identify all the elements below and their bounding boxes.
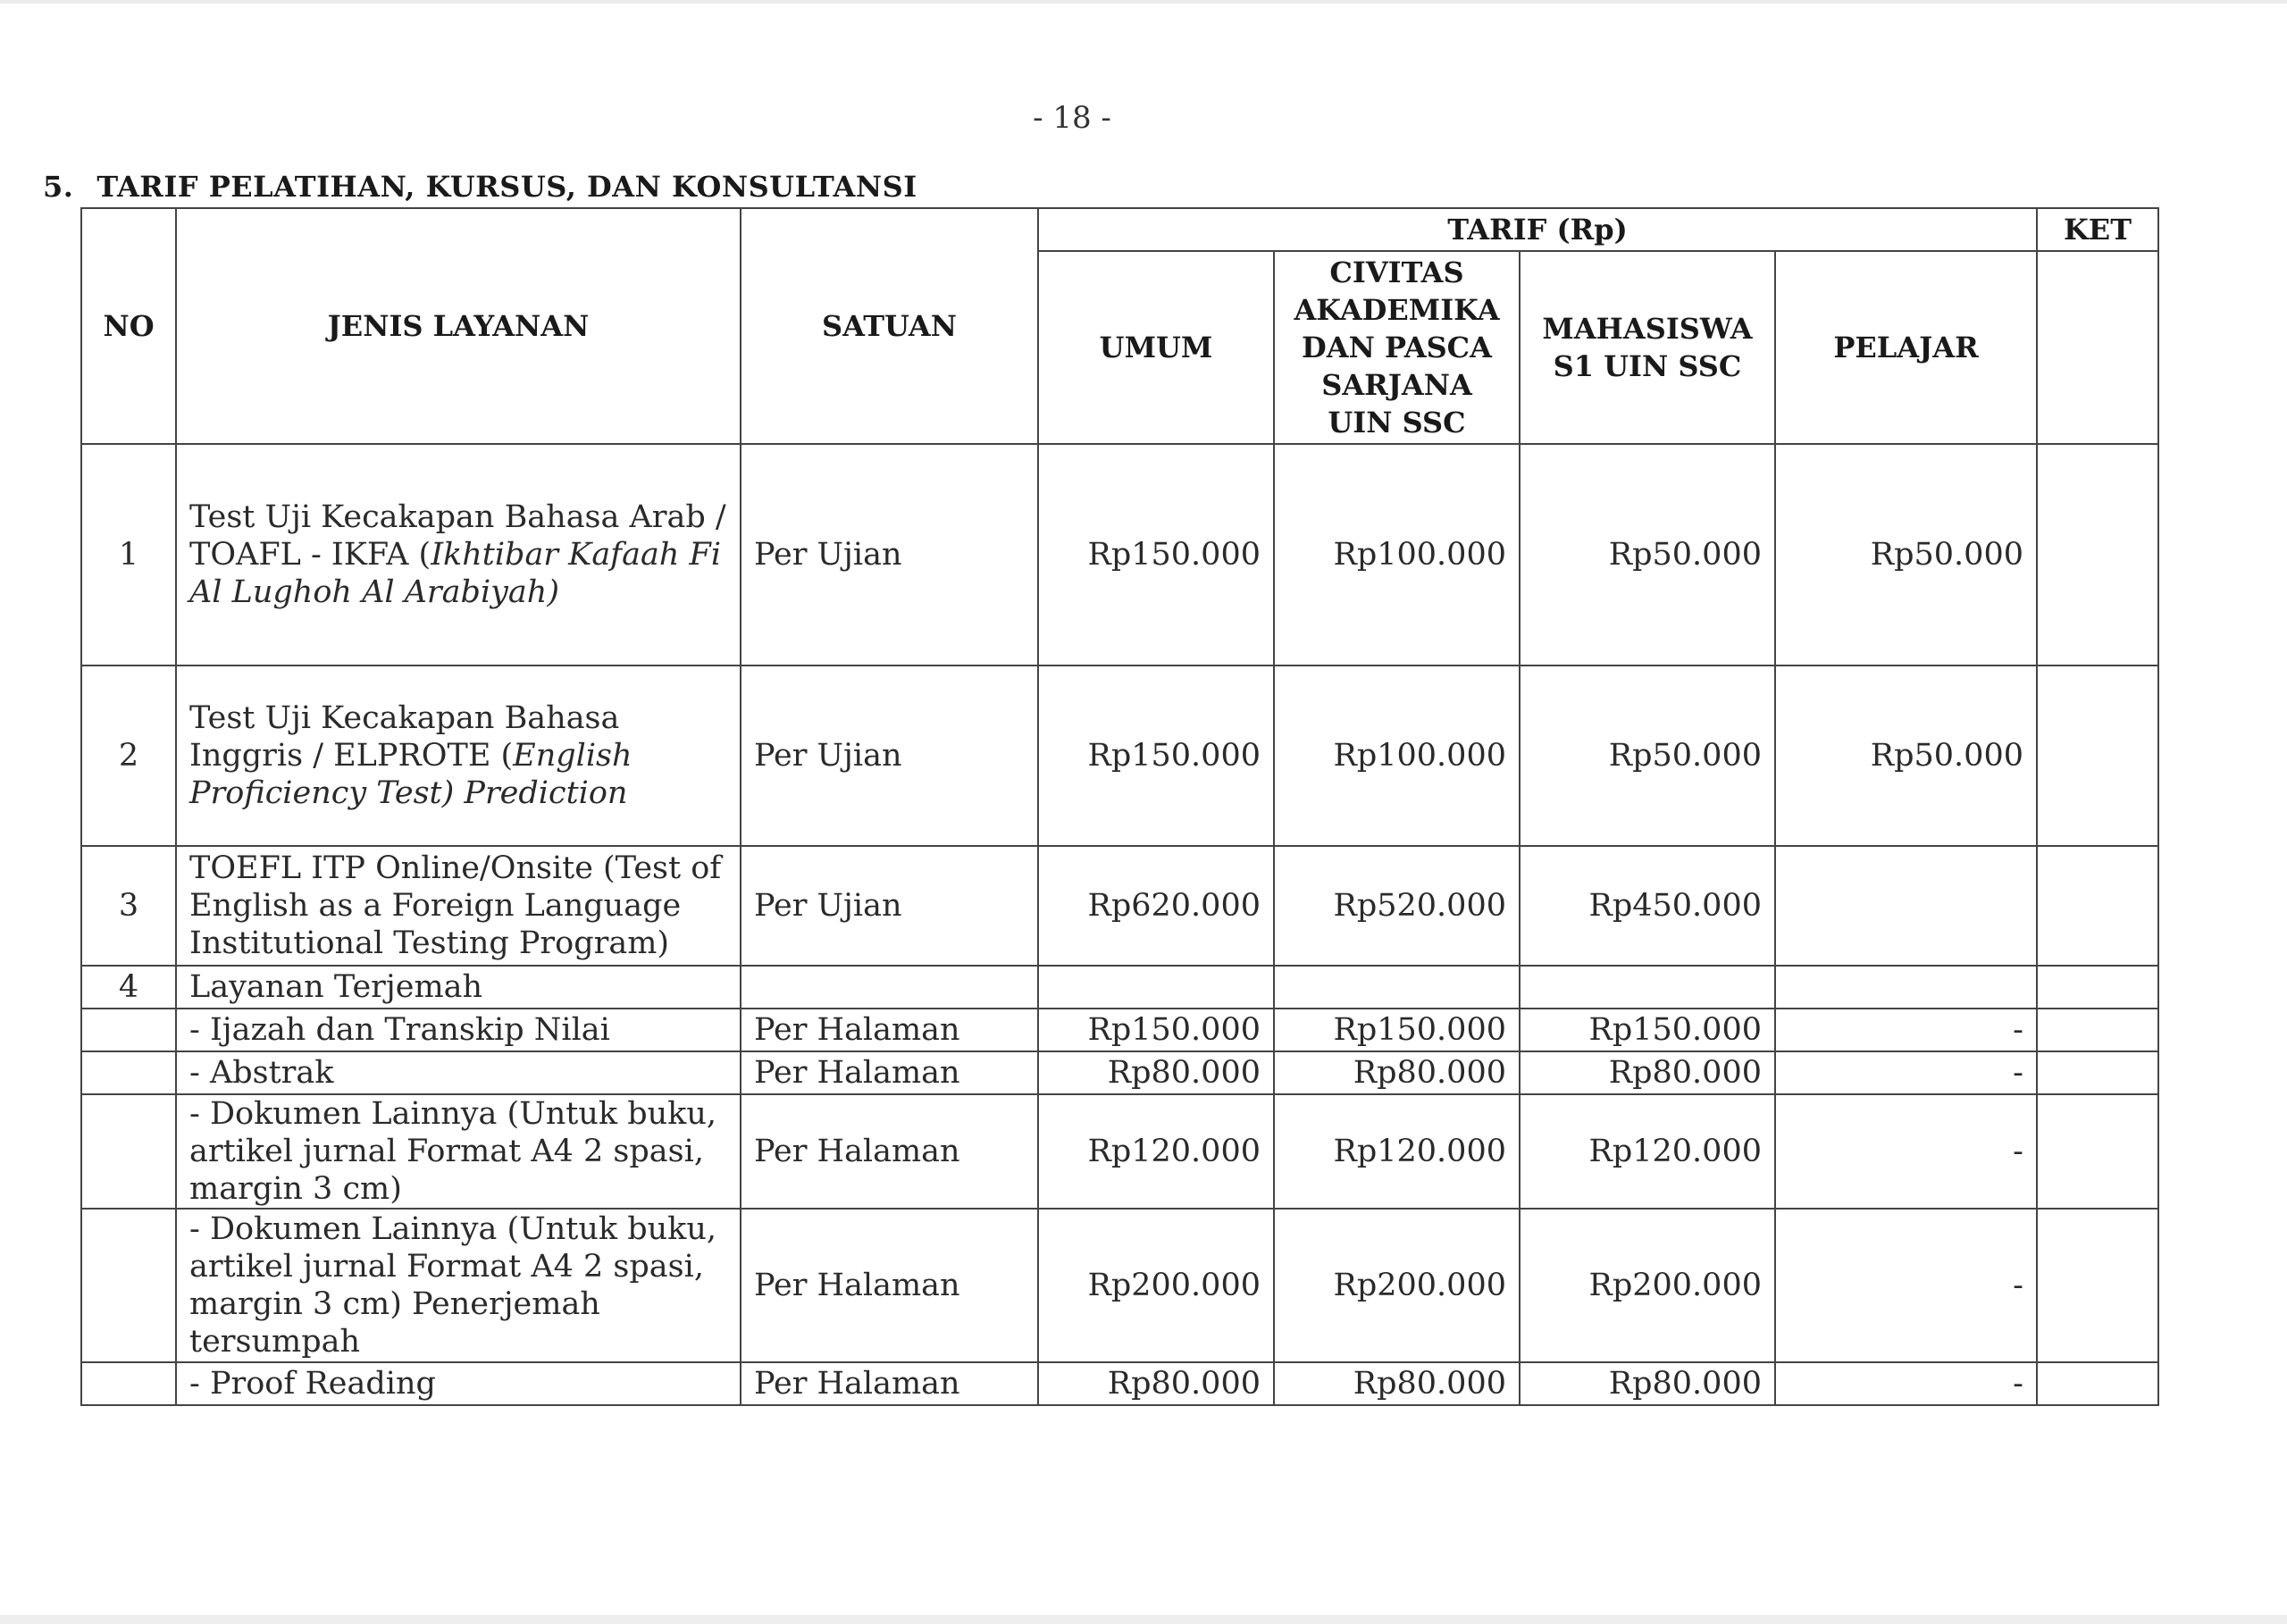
cell-no	[81, 1362, 176, 1405]
cell-ket	[2037, 666, 2158, 846]
cell-ket	[2037, 1094, 2158, 1209]
header-jenis-layanan: JENIS LAYANAN	[176, 208, 741, 444]
cell-mahasiswa: Rp200.000	[1520, 1209, 1775, 1362]
cell-mahasiswa: Rp80.000	[1520, 1051, 1775, 1094]
cell-mahasiswa: Rp450.000	[1520, 846, 1775, 966]
table-row	[81, 666, 2158, 846]
cell-civitas: Rp200.000	[1274, 1209, 1520, 1362]
header-mahasiswa: MAHASISWA S1 UIN SSC	[1520, 251, 1775, 444]
cell-pelajar: Rp50.000	[1775, 666, 2037, 846]
cell-umum: Rp120.000	[1038, 1094, 1274, 1209]
section-title: TARIF PELATIHAN, KURSUS, DAN KONSULTANSI	[96, 170, 917, 204]
cell-satuan: Per Halaman	[741, 1051, 1038, 1094]
header-tarif: TARIF (Rp)	[1038, 208, 2037, 251]
header-no: NO	[81, 208, 176, 444]
cell-umum: Rp80.000	[1038, 1051, 1274, 1094]
table-row	[81, 1209, 2158, 1362]
table-row	[81, 966, 2158, 1009]
table-row	[81, 1094, 2158, 1209]
header-satuan: SATUAN	[741, 208, 1038, 444]
header-pelajar: PELAJAR	[1775, 251, 2037, 444]
scan-bottom-edge	[0, 1615, 2287, 1624]
cell-satuan: Per Halaman	[741, 1094, 1038, 1209]
cell-ket	[2037, 1009, 2158, 1051]
cell-pelajar	[1775, 846, 2037, 966]
cell-civitas: Rp80.000	[1274, 1362, 1520, 1405]
cell-pelajar: -	[1775, 1051, 2037, 1094]
cell-pelajar	[1775, 966, 2037, 1009]
cell-pelajar: -	[1775, 1209, 2037, 1362]
header-ket-blank	[2037, 251, 2158, 444]
cell-no	[81, 1009, 176, 1051]
cell-ket	[2037, 1209, 2158, 1362]
cell-umum: Rp150.000	[1038, 444, 1274, 666]
cell-civitas: Rp520.000	[1274, 846, 1520, 966]
cell-jenis-layanan: - Dokumen Lainnya (Untuk buku, artikel jurnal Format A4 2 spasi, margin 3 cm) Penerjemah tersumpah	[176, 1209, 741, 1362]
cell-pelajar: -	[1775, 1362, 2037, 1405]
cell-pelajar: -	[1775, 1094, 2037, 1209]
cell-mahasiswa: Rp50.000	[1520, 444, 1775, 666]
cell-no	[81, 1051, 176, 1094]
cell-ket	[2037, 444, 2158, 666]
cell-mahasiswa: Rp50.000	[1520, 666, 1775, 846]
cell-pelajar: -	[1775, 1009, 2037, 1051]
table-row	[81, 846, 2158, 966]
cell-satuan: Per Halaman	[741, 1009, 1038, 1051]
cell-jenis-layanan	[176, 444, 741, 666]
table-row	[81, 1362, 2158, 1405]
cell-satuan: Per Halaman	[741, 1362, 1038, 1405]
cell-umum: Rp80.000	[1038, 1362, 1274, 1405]
cell-umum: Rp620.000	[1038, 846, 1274, 966]
table-row	[81, 444, 2158, 666]
cell-jenis-layanan: - Dokumen Lainnya (Untuk buku, artikel jurnal Format A4 2 spasi, margin 3 cm)	[176, 1094, 741, 1209]
section-number: 5.	[43, 170, 74, 204]
cell-jenis-plain: Test Uji Kecakapan Bahasa Inggris / ELPROTE (	[189, 700, 620, 774]
cell-jenis-layanan: TOEFL ITP Online/Onsite (Test of English as a Foreign Language Institutional Testing Program)	[176, 846, 741, 966]
cell-jenis-layanan: - Abstrak	[176, 1051, 741, 1094]
header-civitas: CIVITAS AKADEMIKA DAN PASCA SARJANA UIN SSC	[1274, 251, 1520, 444]
section-heading	[43, 170, 917, 204]
cell-no: 3	[81, 846, 176, 966]
cell-civitas	[1274, 966, 1520, 1009]
cell-civitas: Rp100.000	[1274, 444, 1520, 666]
cell-jenis-italic: Ikhtibar Kafaah Fi Al Lughoh Al Arabiyah)	[189, 537, 722, 610]
cell-satuan: Per Ujian	[741, 846, 1038, 966]
cell-ket	[2037, 966, 2158, 1009]
header-umum: UMUM	[1038, 251, 1274, 444]
scan-top-edge	[0, 0, 2287, 4]
cell-umum	[1038, 966, 1274, 1009]
cell-pelajar: Rp50.000	[1775, 444, 2037, 666]
table-row	[81, 1051, 2158, 1094]
cell-no	[81, 1209, 176, 1362]
cell-ket	[2037, 1051, 2158, 1094]
cell-satuan: Per Ujian	[741, 444, 1038, 666]
cell-satuan	[741, 966, 1038, 1009]
cell-no: 2	[81, 666, 176, 846]
cell-jenis-layanan	[176, 666, 741, 846]
cell-mahasiswa: Rp150.000	[1520, 1009, 1775, 1051]
cell-no: 1	[81, 444, 176, 666]
cell-ket	[2037, 1362, 2158, 1405]
cell-jenis-layanan: - Proof Reading	[176, 1362, 741, 1405]
page-number: - 18 -	[1033, 100, 1111, 136]
cell-jenis-italic: English Proficiency Test) Prediction	[189, 738, 632, 811]
cell-civitas: Rp120.000	[1274, 1094, 1520, 1209]
cell-umum: Rp150.000	[1038, 666, 1274, 846]
header-ket: KET	[2037, 208, 2158, 251]
tarif-table	[80, 207, 2159, 1406]
cell-no	[81, 1094, 176, 1209]
cell-no: 4	[81, 966, 176, 1009]
table-row	[81, 1009, 2158, 1051]
cell-mahasiswa	[1520, 966, 1775, 1009]
cell-civitas: Rp80.000	[1274, 1051, 1520, 1094]
cell-jenis-layanan: Layanan Terjemah	[176, 966, 741, 1009]
cell-umum: Rp150.000	[1038, 1009, 1274, 1051]
cell-mahasiswa: Rp120.000	[1520, 1094, 1775, 1209]
cell-jenis-plain: Test Uji Kecakapan Bahasa Arab / TOAFL - IKFA (	[189, 499, 726, 573]
cell-satuan: Per Halaman	[741, 1209, 1038, 1362]
cell-umum: Rp200.000	[1038, 1209, 1274, 1362]
cell-civitas: Rp150.000	[1274, 1009, 1520, 1051]
cell-mahasiswa: Rp80.000	[1520, 1362, 1775, 1405]
cell-ket	[2037, 846, 2158, 966]
cell-civitas: Rp100.000	[1274, 666, 1520, 846]
cell-satuan: Per Ujian	[741, 666, 1038, 846]
cell-jenis-layanan: - Ijazah dan Transkip Nilai	[176, 1009, 741, 1051]
